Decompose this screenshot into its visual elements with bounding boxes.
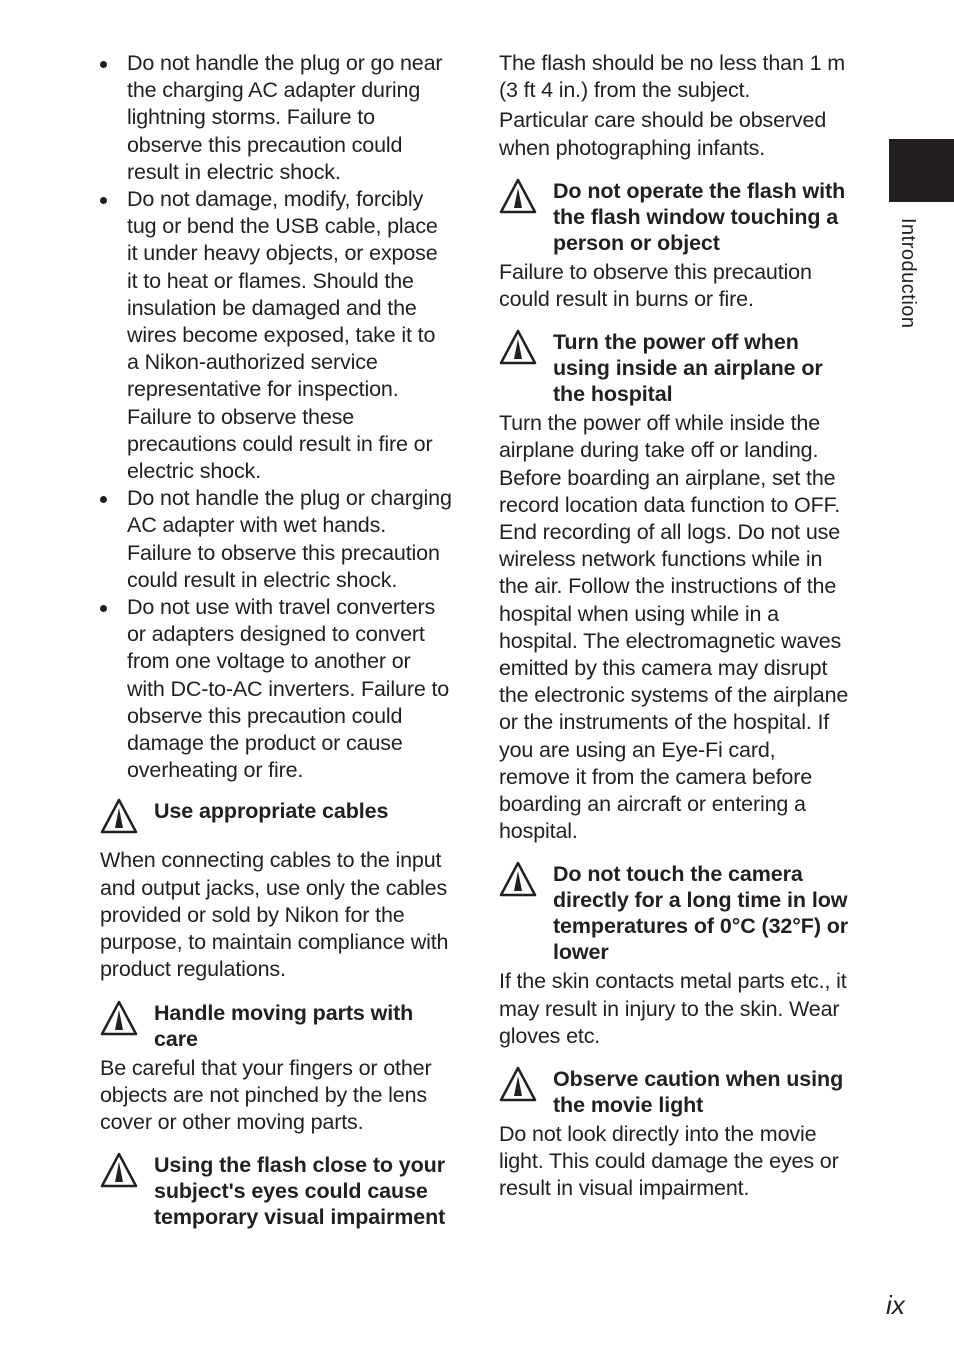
warning-section-movie-light — [499, 1066, 851, 1118]
left-column — [100, 50, 452, 1230]
section-body: Be careful that your fingers or other objects are not pinched by the lens cover or other moving parts. — [100, 1055, 432, 1134]
bullet-item — [100, 594, 452, 784]
bullet-dot-icon — [100, 61, 107, 68]
bullet-item — [100, 485, 452, 594]
bullet-item — [100, 50, 452, 186]
warning-section-flash-eyes — [100, 1152, 452, 1230]
warning-triangle-icon — [100, 1152, 138, 1188]
section-body: Failure to observe this precaution could result in burns or fire. — [499, 259, 812, 312]
bullet-text: Do not handle the plug or charging AC adapter with wet hands. Failure to observe this precaution could result in electric shock. — [127, 486, 452, 592]
chapter-tab — [889, 139, 954, 202]
section-heading: Use appropriate cables — [154, 799, 389, 824]
section-heading: Observe caution when using the movie light — [553, 1067, 844, 1118]
bullet-dot-icon — [100, 605, 107, 612]
section-heading: Using the flash close to your subject's eyes could cause temporary visual impairment — [154, 1153, 446, 1230]
warning-section-airplane-hospital — [499, 329, 851, 407]
section-body: Turn the power off while inside the airplane during take off or landing. Before boarding an airplane, set the record location data function to OFF. End recording of all logs. Do not use wireless network functions while in the air. Follow the instructions of the hospital when using while in a hospital. The electromagnetic waves emitted by this camera may disrupt the electronic systems of the airplane or the instruments of the hospital. If you are using an Eye-Fi card, remove it from the camera before boarding an aircraft or entering a hospital. — [499, 411, 849, 844]
section-heading: Do not touch the camera directly for a long time in low temperatures of 0°C (32°F) or lower — [553, 862, 849, 965]
warning-triangle-icon — [499, 178, 537, 214]
warning-triangle-icon — [499, 1066, 537, 1102]
intro-paragraph: Particular care should be observed when photographing infants. — [499, 108, 827, 160]
warning-triangle-icon — [100, 798, 138, 834]
warning-section-flash-window — [499, 178, 851, 256]
warning-section-low-temperature — [499, 861, 851, 965]
page-number: ix — [886, 1290, 905, 1320]
bullet-dot-icon — [100, 197, 107, 204]
section-body: When connecting cables to the input and output jacks, use only the cables provided or sold by Nikon for the purpose, to maintain compliance with product regulations. — [100, 848, 449, 982]
intro-paragraph: The flash should be no less than 1 m (3 ft 4 in.) from the subject. — [499, 51, 845, 103]
section-body: Do not look directly into the movie light. This could damage the eyes or result in visual impairment. — [499, 1122, 839, 1201]
chapter-label: Introduction — [897, 218, 919, 329]
right-column — [499, 50, 851, 1203]
warning-triangle-icon — [100, 1000, 138, 1036]
bullet-text: Do not damage, modify, forcibly tug or bend the USB cable, place it under heavy objects, or expose it to heat or flames. Should the insulation be damaged and the wires become exposed, take it to a Nikon-authorized service representative for inspection. Failure to observe these precautions could result in fire or electric shock. — [127, 187, 438, 484]
warning-triangle-icon — [499, 861, 537, 897]
warning-section-moving-parts — [100, 1000, 452, 1052]
bullet-item — [100, 186, 452, 485]
warning-section-cables — [100, 798, 452, 844]
section-heading: Do not operate the flash with the flash window touching a person or object — [553, 178, 846, 255]
precaution-bullet-list — [100, 50, 452, 784]
bullet-text: Do not use with travel converters or adapters designed to convert from one voltage to another or with DC-to-AC inverters. Failure to observe this precaution could damage the product or cause overheating or fire. — [127, 595, 450, 783]
section-heading: Handle moving parts with care — [154, 1000, 414, 1051]
bullet-dot-icon — [100, 496, 107, 503]
bullet-text: Do not handle the plug or go near the charging AC adapter during lightning storms. Failure to observe this precaution could result in electric shock. — [127, 51, 443, 184]
section-body: If the skin contacts metal parts etc., it may result in injury to the skin. Wear gloves etc. — [499, 969, 847, 1048]
warning-triangle-icon — [499, 329, 537, 365]
section-heading: Turn the power off when using inside an airplane or the hospital — [553, 330, 823, 407]
